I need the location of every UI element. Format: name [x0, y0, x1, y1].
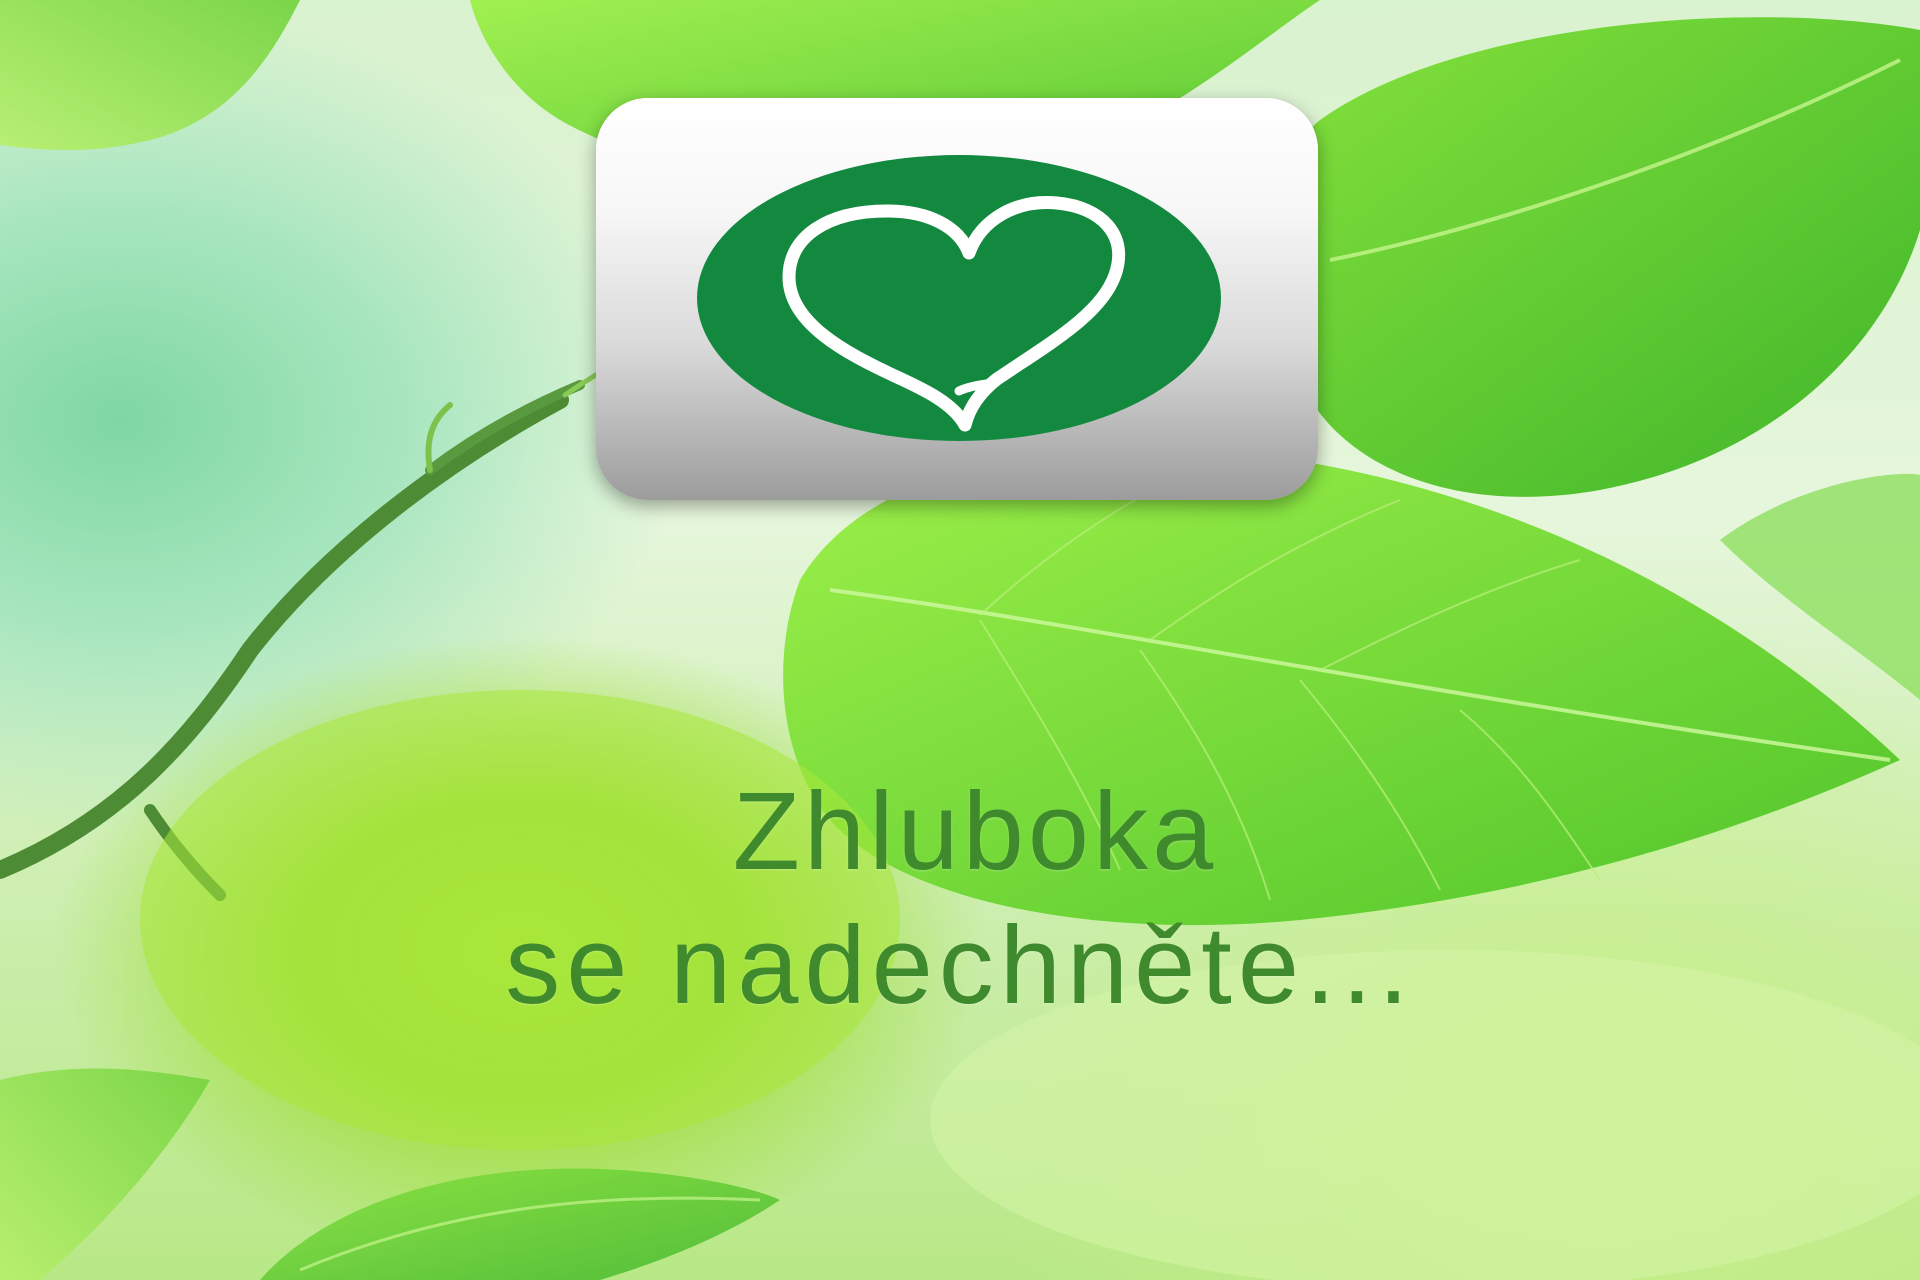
tagline	[0, 765, 1920, 1033]
heart-icon	[697, 155, 1221, 441]
tagline-line-2: se nadechněte...	[505, 904, 1415, 1027]
tagline-line-1: Zhluboka	[732, 770, 1218, 893]
app-icon	[596, 98, 1318, 500]
logo-disc	[697, 155, 1221, 441]
